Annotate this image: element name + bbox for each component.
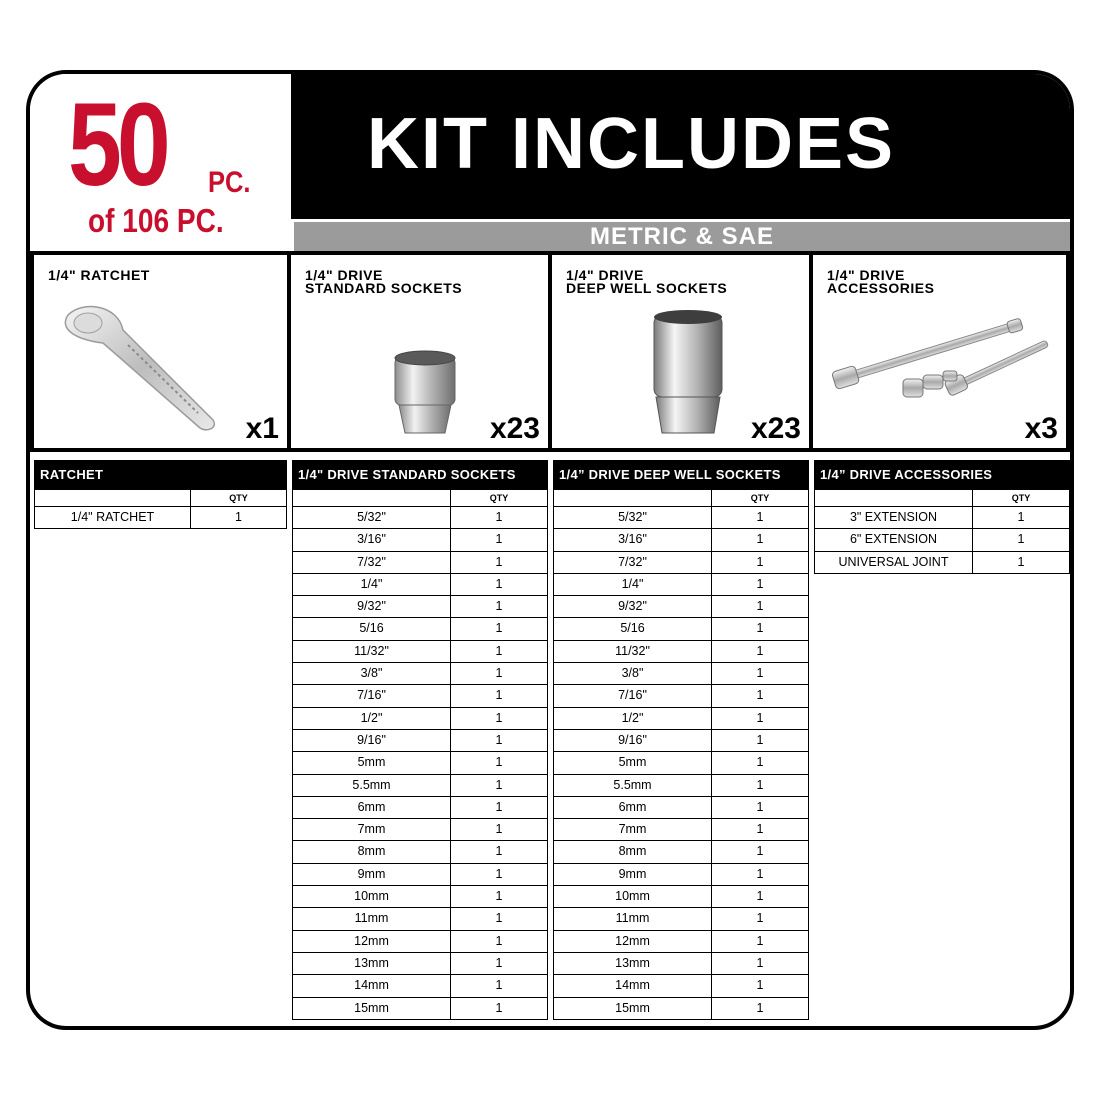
table-row [292, 886, 548, 908]
item-name-cell: 6mm [554, 797, 712, 818]
item-name-cell: 5.5mm [554, 775, 712, 796]
item-name-cell: 13mm [293, 953, 451, 974]
item-name-cell: 15mm [554, 998, 712, 1019]
item-qty-cell: 1 [495, 710, 503, 725]
name-column-header [815, 490, 973, 506]
item-qty-cell: 1 [495, 510, 503, 524]
table-title: 1/4” DRIVE ACCESSORIES [814, 460, 1070, 490]
item-name-cell: 1/2" [554, 708, 712, 729]
table-row [553, 886, 809, 908]
item-name-cell: 9/32" [554, 596, 712, 617]
item-qty-cell: 1 [756, 822, 764, 837]
item-qty-cell: 1 [756, 510, 764, 524]
table-row [292, 931, 548, 953]
item-qty-cell: 1 [495, 643, 503, 658]
item-name-cell: 3/8" [293, 663, 451, 684]
item-name-cell: 7/32" [293, 552, 451, 573]
item-name-cell: 15mm [293, 998, 451, 1019]
item-qty-cell: 1 [495, 911, 503, 926]
item-qty-cell: 1 [756, 955, 764, 970]
item-name-cell: 3/8" [554, 663, 712, 684]
item-qty-cell: 1 [756, 755, 764, 770]
item-name-cell: 5mm [293, 752, 451, 773]
qty-column-header: QTY [489, 493, 509, 503]
item-name-cell: 5/16 [293, 618, 451, 639]
ratchet-icon [48, 295, 228, 435]
qty-column-header: QTY [750, 493, 770, 503]
table-row [814, 529, 1070, 551]
table-row [553, 998, 809, 1020]
panel-qty: x1 [245, 412, 279, 445]
table-column-header [292, 490, 548, 507]
kit-header [291, 74, 1070, 219]
table-row [292, 663, 548, 685]
table-ratchet [34, 460, 287, 529]
table-row [553, 819, 809, 841]
table-row [553, 730, 809, 752]
table-row [292, 730, 548, 752]
item-name-cell: 10mm [554, 886, 712, 907]
table-row [292, 596, 548, 618]
item-name-cell: 13mm [554, 953, 712, 974]
piece-count-box [30, 74, 288, 251]
panel-qty: x3 [1024, 412, 1058, 445]
panel-ratchet [34, 255, 287, 448]
item-qty-cell: 1 [1017, 554, 1025, 569]
panel-accessories [813, 255, 1066, 448]
item-qty-cell: 1 [756, 799, 764, 814]
table-title: 1/4" DRIVE STANDARD SOCKETS [292, 460, 548, 490]
table-row [553, 975, 809, 997]
table-row [34, 507, 287, 529]
item-qty-cell: 1 [495, 755, 503, 770]
table-row [292, 618, 548, 640]
table-row [292, 797, 548, 819]
item-name-cell: 1/2" [293, 708, 451, 729]
item-name-cell: 3" EXTENSION [815, 507, 973, 528]
item-name-cell: 11mm [554, 908, 712, 929]
item-name-cell: 1/4" RATCHET [35, 507, 191, 528]
table-body [553, 507, 809, 1020]
accessories-icon [823, 299, 1063, 409]
item-qty-cell: 1 [495, 1000, 503, 1015]
item-name-cell: UNIVERSAL JOINT [815, 552, 973, 573]
panel-title: 1/4" DRIVE DEEP WELL SOCKETS [566, 267, 728, 296]
panel-qty: x23 [489, 412, 540, 445]
item-name-cell: 9/16" [293, 730, 451, 751]
item-name-cell: 1/4" [293, 574, 451, 595]
panel-qty: x23 [750, 412, 801, 445]
item-name-cell: 11mm [293, 908, 451, 929]
table-row [292, 685, 548, 707]
item-name-cell: 7mm [293, 819, 451, 840]
item-qty-cell: 1 [756, 844, 764, 859]
panel-standard-sockets [291, 255, 548, 448]
piece-unit: PC. [208, 166, 251, 199]
table-row [553, 663, 809, 685]
table-row [553, 797, 809, 819]
item-name-cell: 5/16 [554, 618, 712, 639]
table-row [292, 998, 548, 1020]
item-qty-cell: 1 [756, 710, 764, 725]
item-qty-cell: 1 [756, 599, 764, 614]
table-body [814, 507, 1070, 574]
item-qty-cell: 1 [495, 866, 503, 881]
item-name-cell: 14mm [554, 975, 712, 996]
table-row [553, 841, 809, 863]
item-qty-cell: 1 [756, 911, 764, 926]
table-row [553, 507, 809, 529]
panel-title: 1/4" RATCHET [48, 267, 150, 283]
item-name-cell: 5/32" [554, 507, 712, 528]
item-name-cell: 1/4" [554, 574, 712, 595]
table-deep-well-sockets [553, 460, 809, 1020]
table-row [292, 574, 548, 596]
table-row [292, 507, 548, 529]
item-qty-cell: 1 [495, 978, 503, 993]
item-name-cell: 8mm [293, 841, 451, 862]
item-qty-cell: 1 [756, 666, 764, 681]
table-row [292, 775, 548, 797]
item-qty-cell: 1 [495, 554, 503, 569]
item-name-cell: 8mm [554, 841, 712, 862]
table-body [34, 507, 287, 529]
item-name-cell: 9/16" [554, 730, 712, 751]
table-accessories [814, 460, 1070, 574]
table-row [292, 708, 548, 730]
table-row [553, 574, 809, 596]
table-column-header [814, 490, 1070, 507]
table-row [553, 596, 809, 618]
table-row [292, 953, 548, 975]
table-row [553, 618, 809, 640]
kit-title: KIT INCLUDES [367, 104, 895, 184]
table-column-header [553, 490, 809, 507]
item-qty-cell: 1 [235, 510, 242, 524]
table-row [553, 864, 809, 886]
table-row [553, 641, 809, 663]
item-name-cell: 7/16" [554, 685, 712, 706]
item-name-cell: 9mm [293, 864, 451, 885]
qty-column-header: QTY [1011, 493, 1031, 503]
table-row [292, 641, 548, 663]
metric-sae-bar: METRIC & SAE [294, 222, 1070, 251]
item-name-cell: 9mm [554, 864, 712, 885]
table-row [553, 931, 809, 953]
item-name-cell: 5/32" [293, 507, 451, 528]
table-row [814, 507, 1070, 529]
table-row [292, 752, 548, 774]
table-row [292, 975, 548, 997]
item-qty-cell: 1 [495, 732, 503, 747]
table-row [292, 529, 548, 551]
item-qty-cell: 1 [756, 621, 764, 636]
item-qty-cell: 1 [756, 732, 764, 747]
item-qty-cell: 1 [495, 822, 503, 837]
qty-column-header: QTY [229, 493, 248, 503]
table-body [292, 507, 548, 1020]
table-row [553, 529, 809, 551]
item-name-cell: 5mm [554, 752, 712, 773]
item-name-cell: 3/16" [554, 529, 712, 550]
table-row [553, 752, 809, 774]
table-standard-sockets [292, 460, 548, 1020]
item-name-cell: 9/32" [293, 596, 451, 617]
table-title: RATCHET [34, 460, 287, 490]
item-qty-cell: 1 [756, 978, 764, 993]
name-column-header [35, 490, 191, 506]
item-name-cell: 14mm [293, 975, 451, 996]
item-name-cell: 11/32" [293, 641, 451, 662]
item-qty-cell: 1 [756, 688, 764, 703]
table-row [553, 685, 809, 707]
item-qty-cell: 1 [756, 933, 764, 948]
panel-title: 1/4" DRIVE ACCESSORIES [827, 267, 935, 296]
item-qty-cell: 1 [495, 955, 503, 970]
item-name-cell: 6" EXTENSION [815, 529, 973, 550]
item-qty-cell: 1 [495, 889, 503, 904]
item-qty-cell: 1 [1017, 532, 1025, 547]
item-qty-cell: 1 [756, 889, 764, 904]
item-qty-cell: 1 [756, 866, 764, 881]
deep-well-socket-icon [648, 309, 728, 439]
table-row [814, 552, 1070, 574]
item-name-cell: 3/16" [293, 529, 451, 550]
item-qty-cell: 1 [495, 599, 503, 614]
product-panels [30, 251, 1070, 452]
item-qty-cell: 1 [495, 576, 503, 591]
item-name-cell: 12mm [293, 931, 451, 952]
item-qty-cell: 1 [756, 576, 764, 591]
item-name-cell: 7/32" [554, 552, 712, 573]
table-row [553, 908, 809, 930]
kit-card [26, 70, 1074, 1030]
item-name-cell: 6mm [293, 797, 451, 818]
table-title: 1/4” DRIVE DEEP WELL SOCKETS [553, 460, 809, 490]
table-row [553, 953, 809, 975]
item-qty-cell: 1 [495, 777, 503, 792]
item-qty-cell: 1 [495, 844, 503, 859]
item-qty-cell: 1 [495, 621, 503, 636]
item-qty-cell: 1 [756, 532, 764, 547]
item-name-cell: 5.5mm [293, 775, 451, 796]
table-row [292, 864, 548, 886]
table-column-header [34, 490, 287, 507]
table-row [292, 552, 548, 574]
panel-title: 1/4" DRIVE STANDARD SOCKETS [305, 267, 463, 296]
item-qty-cell: 1 [756, 777, 764, 792]
item-name-cell: 11/32" [554, 641, 712, 662]
item-qty-cell: 1 [756, 554, 764, 569]
item-qty-cell: 1 [495, 799, 503, 814]
piece-count: 50 [68, 79, 166, 211]
name-column-header [293, 490, 451, 506]
item-name-cell: 12mm [554, 931, 712, 952]
item-qty-cell: 1 [495, 688, 503, 703]
item-qty-cell: 1 [756, 1000, 764, 1015]
piece-subtitle: of 106 PC. [88, 202, 224, 239]
item-qty-cell: 1 [756, 643, 764, 658]
item-qty-cell: 1 [1017, 510, 1025, 524]
table-row [292, 908, 548, 930]
name-column-header [554, 490, 712, 506]
item-qty-cell: 1 [495, 532, 503, 547]
table-row [553, 552, 809, 574]
panel-deep-well-sockets [552, 255, 809, 448]
table-row [292, 819, 548, 841]
standard-socket-icon [389, 349, 461, 439]
table-row [292, 841, 548, 863]
item-name-cell: 7/16" [293, 685, 451, 706]
table-row [553, 775, 809, 797]
item-qty-cell: 1 [495, 666, 503, 681]
kit-card-inner [30, 74, 1070, 1026]
table-row [553, 708, 809, 730]
item-name-cell: 7mm [554, 819, 712, 840]
item-qty-cell: 1 [495, 933, 503, 948]
item-name-cell: 10mm [293, 886, 451, 907]
